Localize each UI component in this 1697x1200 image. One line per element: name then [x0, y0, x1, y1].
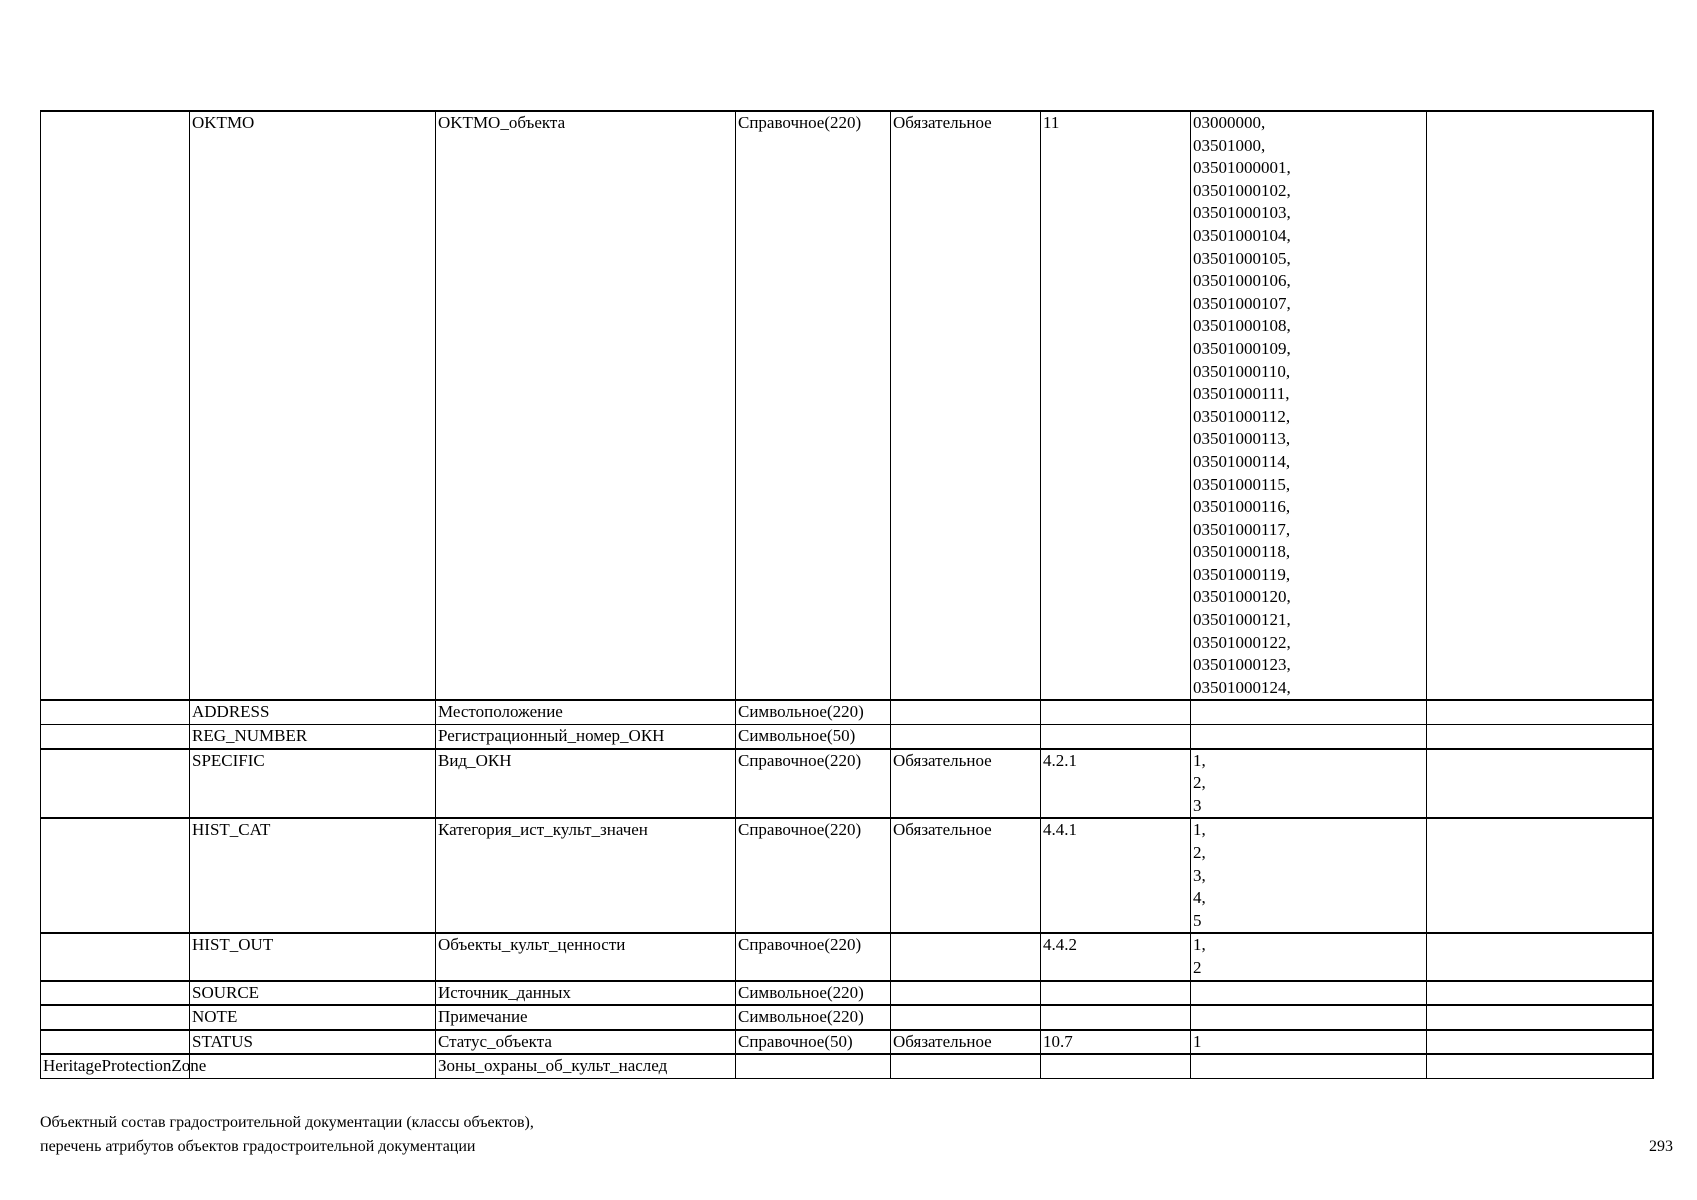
table-row: [41, 725, 1653, 749]
class-name-cell: [41, 981, 190, 1006]
data-type-cell: [736, 818, 891, 933]
page-footer: [40, 1111, 534, 1159]
value-item: 03501000117,: [1193, 519, 1291, 539]
table-row: [41, 1054, 1653, 1078]
required-cell: [891, 700, 1041, 724]
attribute-name-cell-text: Источник_данных: [438, 982, 571, 1002]
attribute-code-cell-text: NOTE: [192, 1007, 238, 1027]
class-name-cell: [41, 818, 190, 933]
note-cell-text: [1429, 934, 1650, 957]
value-item: 03501000107,: [1193, 293, 1291, 313]
attribute-code-cell: [190, 1005, 436, 1030]
data-type-cell-text: Справочное(220): [738, 820, 862, 840]
data-type-cell: [736, 725, 891, 749]
required-cell-text: [893, 701, 1038, 724]
reference-cell: [1041, 1054, 1191, 1078]
reference-cell: [1041, 933, 1191, 980]
attribute-name-cell-text: Объекты_культ_ценности: [438, 935, 626, 955]
value-item: 5: [1193, 910, 1202, 930]
value-item: [1193, 1006, 1424, 1029]
value-item: 03501000119,: [1193, 564, 1291, 584]
data-type-cell-text: Справочное(50): [738, 1031, 853, 1051]
value-item: 4,: [1193, 888, 1206, 908]
attribute-code-cell-text: STATUS: [192, 1031, 253, 1051]
attribute-name-cell: [436, 700, 736, 724]
data-type-cell-text: Символьное(220): [738, 1007, 864, 1027]
reference-cell-text: [1043, 701, 1188, 724]
attribute-name-cell: [436, 1030, 736, 1055]
table-row: [41, 1005, 1653, 1030]
value-item: 03501000112,: [1193, 406, 1291, 426]
required-cell-text: [893, 1055, 1038, 1078]
class-name-cell-text: [43, 1006, 187, 1029]
class-name-cell-text: HeritageProtectionZone: [43, 1056, 207, 1076]
required-cell-text: Обязательное: [893, 1031, 992, 1051]
value-item: [1193, 982, 1424, 1005]
note-cell: [1427, 933, 1653, 980]
value-item: 03501000120,: [1193, 587, 1291, 607]
class-name-cell: [41, 1054, 207, 1078]
value-item: 03501000108,: [1193, 316, 1291, 336]
reference-cell: [1041, 981, 1191, 1006]
value-item: 1,: [1193, 820, 1206, 840]
data-type-cell-text: Символьное(220): [738, 702, 864, 722]
value-item: 03501000124,: [1193, 677, 1291, 697]
attribute-name-cell-text: Примечание: [438, 1007, 528, 1027]
attribute-code-cell-text: HIST_CAT: [192, 820, 271, 840]
class-name-cell: [41, 1030, 190, 1055]
class-name-cell: [41, 749, 190, 819]
attribute-code-cell: [190, 981, 436, 1006]
class-name-cell: [41, 111, 190, 700]
required-cell: [891, 749, 1041, 819]
class-name-cell: [41, 700, 190, 724]
note-cell-text: [1429, 725, 1650, 748]
value-item: 03501000104,: [1193, 225, 1291, 245]
value-item: 03501000,: [1193, 135, 1266, 155]
required-cell: [891, 111, 1041, 700]
value-item: 03501000111,: [1193, 384, 1290, 404]
table-row: [41, 981, 1653, 1006]
value-item: 03501000114,: [1193, 451, 1291, 471]
values-cell: [1191, 1030, 1427, 1055]
data-type-cell-text: Символьное(50): [738, 726, 856, 746]
value-item: 03501000121,: [1193, 610, 1291, 630]
value-item: 03501000113,: [1193, 429, 1291, 449]
value-item: 03501000109,: [1193, 338, 1291, 358]
class-name-cell-text: [43, 982, 187, 1005]
value-item: 03501000116,: [1193, 497, 1291, 517]
attribute-name-cell: [436, 111, 736, 700]
attribute-code-cell: [190, 818, 436, 933]
reference-cell: [1041, 1005, 1191, 1030]
attribute-code-cell-text: ADDRESS: [192, 702, 270, 722]
required-cell-text: [893, 1006, 1038, 1029]
values-cell: [1191, 700, 1427, 724]
table-row: [41, 933, 1653, 980]
reference-cell-text: 4.2.1: [1043, 750, 1077, 770]
footer-line-2: перечень атрибутов объектов градостроительной документации: [40, 1138, 476, 1155]
required-cell: [891, 725, 1041, 749]
class-name-cell: [41, 725, 190, 749]
values-cell: [1191, 111, 1427, 700]
value-item: 03000000,: [1193, 113, 1266, 132]
required-cell-text: Обязательное: [893, 113, 992, 132]
attribute-name-cell-text: Регистрационный_номер_ОКН: [438, 726, 665, 746]
values-cell: [1191, 1005, 1427, 1030]
attribute-code-cell-text: SOURCE: [192, 982, 260, 1002]
attribute-code-cell-text: REG_NUMBER: [192, 726, 308, 746]
attribute-name-cell: [436, 981, 736, 1006]
value-item: 03501000105,: [1193, 248, 1291, 268]
attribute-code-cell: [190, 1054, 436, 1078]
attribute-name-cell-text: Вид_ОКН: [438, 750, 512, 770]
value-item: 03501000122,: [1193, 632, 1291, 652]
attribute-code-cell-text: SPECIFIC: [192, 750, 265, 770]
reference-cell-text: [1043, 1006, 1188, 1029]
reference-cell: [1041, 111, 1191, 700]
value-item: 03501000118,: [1193, 542, 1291, 562]
required-cell-text: [893, 982, 1038, 1005]
reference-cell: [1041, 818, 1191, 933]
attribute-code-cell: [190, 700, 436, 724]
attribute-name-cell-text: OKTMO_объекта: [438, 113, 566, 132]
note-cell: [1427, 725, 1653, 749]
value-item: 03501000103,: [1193, 203, 1291, 223]
value-item: 3,: [1193, 865, 1206, 885]
required-cell-text: [893, 934, 1038, 957]
class-name-cell-text: [43, 112, 187, 135]
required-cell-text: Обязательное: [893, 750, 992, 770]
data-type-cell: [736, 1054, 891, 1078]
attributes-table: [40, 110, 1654, 1079]
attribute-name-cell-text: Статус_объекта: [438, 1031, 552, 1051]
value-item: 2: [1193, 957, 1202, 977]
data-type-cell-text: Справочное(220): [738, 750, 862, 770]
attribute-name-cell: [436, 1005, 736, 1030]
reference-cell: [1041, 1030, 1191, 1055]
attribute-name-cell: [436, 725, 736, 749]
data-type-cell: [736, 1005, 891, 1030]
reference-cell-text: [1043, 1055, 1188, 1078]
class-name-cell-text: [43, 934, 187, 957]
note-cell-text: [1429, 701, 1650, 724]
data-type-cell-text: [738, 1055, 888, 1078]
note-cell: [1427, 1054, 1653, 1078]
table-row: [41, 111, 1653, 700]
note-cell-text: [1429, 819, 1650, 842]
footer-line-1: Объектный состав градостроительной документации (классы объектов),: [40, 1114, 534, 1131]
class-name-cell: [41, 1005, 190, 1030]
required-cell: [891, 1005, 1041, 1030]
note-cell-text: [1429, 112, 1650, 135]
required-cell: [891, 1054, 1041, 1078]
note-cell-text: [1429, 1055, 1650, 1078]
note-cell: [1427, 1005, 1653, 1030]
values-cell: [1191, 725, 1427, 749]
value-item: 2,: [1193, 843, 1206, 862]
data-type-cell: [736, 749, 891, 819]
value-item: 03501000106,: [1193, 271, 1291, 291]
note-cell: [1427, 1030, 1653, 1055]
note-cell: [1427, 981, 1653, 1006]
reference-cell: [1041, 725, 1191, 749]
value-item: 3: [1193, 795, 1202, 815]
attribute-name-cell: [436, 749, 736, 819]
reference-cell-text: 10.7: [1043, 1031, 1073, 1051]
table-row: [41, 1030, 1653, 1055]
table-row: [41, 700, 1653, 724]
attribute-code-cell: [190, 725, 436, 749]
value-item: [1193, 701, 1424, 724]
note-cell-text: [1429, 750, 1650, 773]
values-cell: [1191, 749, 1427, 819]
attribute-code-cell: [190, 933, 436, 980]
note-cell: [1427, 818, 1653, 933]
value-item: 2,: [1193, 773, 1206, 793]
table-row: [41, 749, 1653, 819]
attribute-code-cell-text: [192, 1055, 433, 1078]
attribute-code-cell-text: OKTMO: [192, 113, 255, 132]
note-cell: [1427, 111, 1653, 700]
attribute-code-cell: [190, 1030, 436, 1055]
value-item: 03501000110,: [1193, 361, 1291, 381]
attribute-name-cell-text: Категория_ист_культ_значен: [438, 820, 648, 840]
values-cell: [1191, 981, 1427, 1006]
required-cell: [891, 933, 1041, 980]
data-type-cell-text: Справочное(220): [738, 935, 862, 955]
attribute-code-cell: [190, 111, 436, 700]
required-cell: [891, 1030, 1041, 1055]
class-name-cell-text: [43, 750, 187, 773]
value-item: 03501000123,: [1193, 655, 1291, 675]
reference-cell-text: 4.4.2: [1043, 935, 1077, 955]
attribute-name-cell: [436, 933, 736, 980]
class-name-cell-text: [43, 701, 187, 724]
class-name-cell-text: [43, 725, 187, 748]
value-item: 1,: [1193, 935, 1206, 955]
value-item: [1193, 1055, 1424, 1078]
value-item: [1193, 725, 1424, 748]
attribute-name-cell: [436, 1054, 736, 1078]
note-cell-text: [1429, 982, 1650, 1005]
required-cell: [891, 981, 1041, 1006]
value-item: 03501000001,: [1193, 158, 1291, 178]
data-type-cell: [736, 1030, 891, 1055]
values-cell: [1191, 818, 1427, 933]
reference-cell: [1041, 749, 1191, 819]
data-type-cell: [736, 933, 891, 980]
reference-cell: [1041, 700, 1191, 724]
attribute-name-cell-text: Зоны_охраны_об_культ_наслед: [438, 1056, 668, 1076]
values-cell: [1191, 933, 1427, 980]
required-cell-text: [893, 725, 1038, 748]
reference-cell-text: 11: [1043, 113, 1060, 132]
attribute-code-cell-text: HIST_OUT: [192, 935, 274, 955]
class-name-cell-text: [43, 1031, 187, 1054]
note-cell-text: [1429, 1006, 1650, 1029]
attribute-name-cell: [436, 818, 736, 933]
value-item: 03501000115,: [1193, 474, 1291, 494]
data-type-cell: [736, 700, 891, 724]
required-cell-text: Обязательное: [893, 820, 992, 840]
value-item: 1,: [1193, 750, 1206, 770]
class-name-cell: [41, 933, 190, 980]
values-cell: [1191, 1054, 1427, 1078]
page-number: 293: [1649, 1138, 1673, 1155]
value-item: 1: [1193, 1031, 1202, 1051]
note-cell: [1427, 700, 1653, 724]
required-cell: [891, 818, 1041, 933]
reference-cell-text: [1043, 725, 1188, 748]
data-type-cell-text: Справочное(220): [738, 113, 862, 132]
attribute-name-cell-text: Местоположение: [438, 702, 563, 722]
class-name-cell-text: [43, 819, 187, 842]
reference-cell-text: [1043, 982, 1188, 1005]
value-item: 03501000102,: [1193, 180, 1291, 200]
table-body: [41, 111, 1653, 1078]
table-row: [41, 818, 1653, 933]
data-type-cell: [736, 111, 891, 700]
reference-cell-text: 4.4.1: [1043, 820, 1077, 840]
data-type-cell-text: Символьное(220): [738, 982, 864, 1002]
data-type-cell: [736, 981, 891, 1006]
note-cell: [1427, 749, 1653, 819]
attribute-code-cell: [190, 749, 436, 819]
note-cell-text: [1429, 1031, 1650, 1054]
